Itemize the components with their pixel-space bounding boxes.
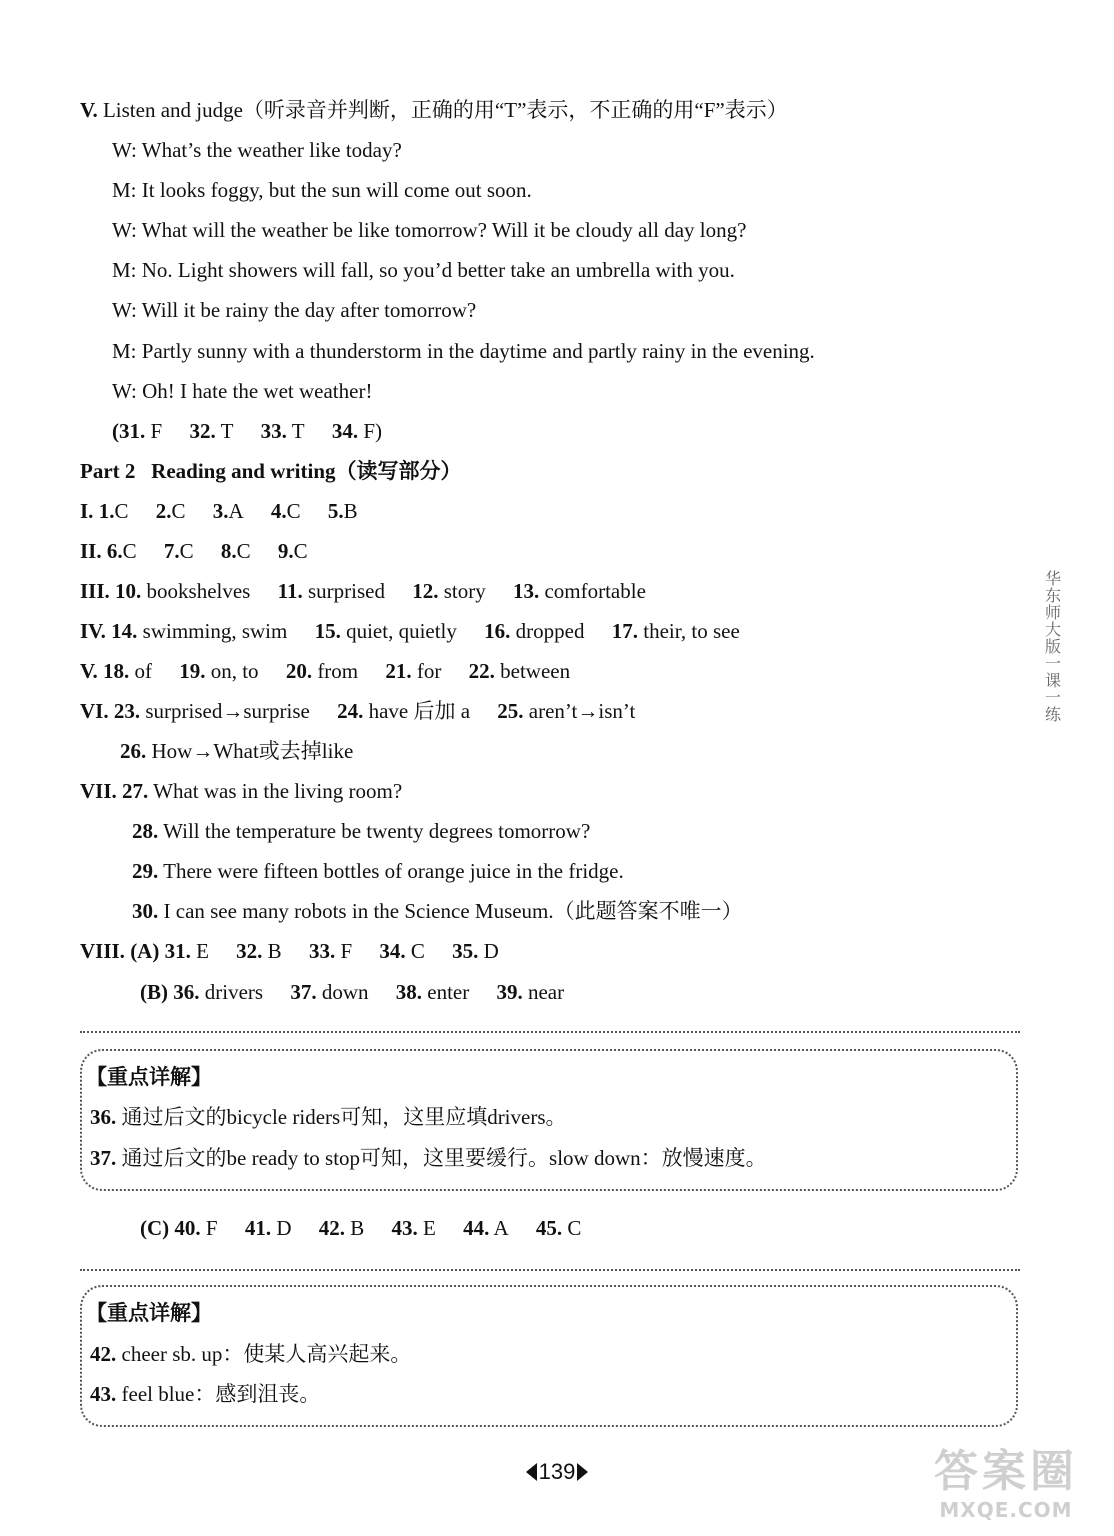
answer: C: [293, 539, 308, 563]
side-char: 一: [1044, 654, 1061, 673]
answer-num: 18.: [102, 659, 130, 683]
answer: for: [416, 659, 442, 683]
answer: surprised: [307, 579, 385, 603]
dialogue-line: [112, 337, 815, 365]
answer: B: [343, 499, 358, 523]
side-char: 东: [1044, 586, 1061, 605]
answer-num: 1.: [98, 499, 115, 523]
watermark-text: 答案圈: [934, 1446, 1078, 1497]
answer-num: 44.: [463, 1216, 490, 1240]
answer: B: [267, 939, 282, 963]
answer-num: 10.: [115, 579, 142, 603]
section-i-row: [80, 497, 358, 525]
answer: enter: [427, 980, 470, 1004]
dialogue-line: [112, 256, 735, 284]
section-roman: VII.: [80, 779, 117, 803]
answer: I can see many robots in the Science Museum.（此题答案不唯一）: [163, 899, 743, 923]
answer: T: [220, 419, 234, 443]
utterance: Will it be rainy the day after tomorrow?: [141, 298, 477, 322]
subpart-label: (B): [140, 980, 168, 1004]
answer-num: 26.: [120, 739, 147, 763]
explanation-text: cheer sb. up：使某人高兴起来。: [121, 1342, 412, 1366]
dialogue-line: [112, 216, 746, 244]
side-char: 大: [1044, 620, 1061, 639]
answer: Will the temperature be twenty degrees tomorrow?: [163, 819, 591, 843]
dialogue-line: [112, 377, 372, 405]
answer-num: 3.: [212, 499, 229, 523]
section-roman: I.: [80, 499, 94, 523]
dialogue-line: [112, 136, 402, 164]
subpart-label: (A): [130, 939, 160, 963]
answer-num: 6.: [106, 539, 123, 563]
part2-label: Part 2: [80, 459, 136, 483]
explanation-title: 【重点详解】: [86, 1065, 212, 1089]
answer-num: (31.: [112, 419, 146, 443]
section-ii-row: [80, 537, 308, 565]
section-roman: VIII.: [80, 939, 125, 963]
answer-num: 34.: [331, 419, 359, 443]
answer: from: [317, 659, 359, 683]
answer: story: [443, 579, 486, 603]
answer-num: 5.: [327, 499, 344, 523]
side-label: [1044, 570, 1062, 723]
utterance: Partly sunny with a thunderstorm in the daytime and partly rainy in the evening.: [141, 339, 815, 363]
section-vi-row: [80, 697, 635, 725]
answer: aren’t→isn’t: [528, 699, 636, 723]
answer: E: [196, 939, 209, 963]
section-roman: VI.: [80, 699, 109, 723]
answer-num: 32.: [189, 419, 216, 443]
answer: surprised→surprise: [145, 699, 310, 723]
side-char: 一: [1044, 688, 1061, 707]
section-viii-b-row: [140, 978, 564, 1006]
answer-num: 37.: [290, 980, 317, 1004]
answer: E: [423, 1216, 436, 1240]
explanation-line: [90, 1144, 767, 1172]
answer-num: 31.: [164, 939, 191, 963]
explanation-line: [90, 1380, 320, 1408]
explanation-num: 43.: [90, 1382, 117, 1406]
section-viii-c-row: [140, 1214, 581, 1242]
section-v-title: Listen and judge（听录音并判断，正确的用“T”表示，不正确的用“F”表示）: [102, 98, 788, 122]
answer-num: 16.: [484, 619, 511, 643]
answer: C: [122, 539, 137, 563]
speaker: W:: [112, 218, 137, 242]
answer: quiet, quietly: [346, 619, 457, 643]
answer-num: 24.: [337, 699, 364, 723]
answer-num: 45.: [535, 1216, 563, 1240]
section-roman: IV.: [80, 619, 106, 643]
part2-title: Reading and writing（读写部分）: [151, 459, 462, 483]
explanation-text: 通过后文的be ready to stop可知，这里要缓行。slow down：放慢速度。: [121, 1146, 767, 1170]
utterance: What’s the weather like today?: [141, 138, 402, 162]
utterance: It looks foggy, but the sun will come out soon.: [141, 178, 532, 202]
section-v2-row: [80, 657, 570, 685]
explanation-title: 【重点详解】: [86, 1301, 212, 1325]
answer-num: 11.: [277, 579, 303, 603]
answer-num: 33.: [308, 939, 336, 963]
answer-num: 12.: [412, 579, 439, 603]
answer: C: [286, 499, 301, 523]
explanation-line: [90, 1340, 411, 1368]
answer-num: 40.: [174, 1216, 201, 1240]
utterance: No. Light showers will fall, so you’d better take an umbrella with you.: [141, 258, 735, 282]
answer-num: 4.: [270, 499, 287, 523]
answer-num: 23.: [113, 699, 141, 723]
divider: [80, 1031, 1020, 1033]
answer: C: [171, 499, 186, 523]
answer: A: [493, 1216, 509, 1240]
section-roman: V.: [80, 659, 98, 683]
answer-num: 27.: [122, 779, 149, 803]
answer-num: 43.: [391, 1216, 418, 1240]
side-char: 华: [1044, 569, 1061, 588]
section-roman: II.: [80, 539, 102, 563]
answer-num: 8.: [220, 539, 237, 563]
answer: F: [205, 1216, 218, 1240]
answer: F): [363, 419, 383, 443]
side-char: 版: [1044, 637, 1061, 656]
answer-num: 38.: [395, 980, 422, 1004]
answer: down: [321, 980, 369, 1004]
right-triangle-icon: [577, 1463, 588, 1481]
answer-num: 33.: [260, 419, 287, 443]
divider: [80, 1269, 1020, 1271]
explanation-text: 通过后文的bicycle riders可知，这里应填drivers。: [121, 1105, 567, 1129]
left-triangle-icon: [526, 1463, 537, 1481]
side-char: 课: [1044, 671, 1061, 690]
section-v-num: V.: [80, 98, 98, 122]
answer: their, to see: [643, 619, 740, 643]
answer: swimming, swim: [142, 619, 288, 643]
answer: B: [350, 1216, 365, 1240]
explanation-num: 42.: [90, 1342, 117, 1366]
answer-num: 21.: [385, 659, 412, 683]
answer: dropped: [515, 619, 585, 643]
part2-heading: [80, 457, 462, 485]
answer-num: 29.: [132, 859, 159, 883]
answer-num: 19.: [179, 659, 206, 683]
utterance: What will the weather be like tomorrow? Will it be cloudy all day long?: [141, 218, 747, 242]
answer: C: [410, 939, 425, 963]
speaker: W:: [112, 138, 137, 162]
section-vii-row: [132, 857, 624, 885]
side-char: 练: [1044, 705, 1061, 724]
answer: comfortable: [544, 579, 646, 603]
speaker: W:: [112, 298, 137, 322]
explanation-line: [90, 1103, 567, 1131]
answer: have 后加 a: [368, 699, 471, 723]
section-vii-row: [132, 897, 743, 925]
speaker: W:: [112, 379, 137, 403]
answer: There were fifteen bottles of orange juice in the fridge.: [163, 859, 624, 883]
answer: F: [340, 939, 353, 963]
answer: near: [527, 980, 565, 1004]
answer-num: 13.: [512, 579, 540, 603]
answer-num: 39.: [496, 980, 523, 1004]
utterance: Oh! I hate the wet weather!: [142, 379, 373, 403]
explanation-num: 36.: [90, 1105, 117, 1129]
answer-num: 9.: [277, 539, 294, 563]
answer-num: 36.: [173, 980, 200, 1004]
answer: How→What或去掉like: [151, 739, 354, 763]
explanation-num: 37.: [90, 1146, 117, 1170]
answer: D: [483, 939, 499, 963]
answer: on, to: [210, 659, 259, 683]
section-v-heading: [80, 96, 788, 124]
answer: drivers: [204, 980, 264, 1004]
answer-num: 35.: [452, 939, 479, 963]
answer-num: 28.: [132, 819, 159, 843]
answer-num: 2.: [155, 499, 172, 523]
answer-num: 17.: [611, 619, 638, 643]
watermark-url: MXQE.COM: [939, 1498, 1073, 1522]
answer: of: [134, 659, 152, 683]
answer: C: [236, 539, 251, 563]
answer-num: 22.: [468, 659, 495, 683]
page-number: 139: [538, 1459, 576, 1484]
watermark: [906, 1446, 1106, 1530]
section-v-answers: [112, 417, 382, 445]
answer: T: [291, 419, 305, 443]
side-char: 师: [1044, 603, 1061, 622]
speaker: M:: [112, 339, 137, 363]
answer-num: 30.: [132, 899, 159, 923]
dialogue-line: [112, 296, 476, 324]
section-iv-row: [80, 617, 740, 645]
section-roman: III.: [80, 579, 110, 603]
answer-num: 7.: [163, 539, 180, 563]
explanation-text: feel blue：感到沮丧。: [121, 1382, 321, 1406]
answer-num: 32.: [236, 939, 263, 963]
section-vii-row: [80, 777, 402, 805]
speaker: M:: [112, 178, 137, 202]
section-viii-a-row: [80, 937, 499, 965]
answer: F: [150, 419, 163, 443]
section-vi-row2: [120, 737, 353, 765]
answer: D: [276, 1216, 292, 1240]
dialogue-line: [112, 176, 532, 204]
answer-num: 42.: [318, 1216, 346, 1240]
speaker: M:: [112, 258, 137, 282]
answer: between: [500, 659, 571, 683]
answer: C: [567, 1216, 582, 1240]
section-iii-row: [80, 577, 646, 605]
answer: What was in the living room?: [153, 779, 403, 803]
section-vii-row: [132, 817, 590, 845]
answer: A: [228, 499, 244, 523]
answer-num: 34.: [379, 939, 406, 963]
answer-num: 25.: [497, 699, 524, 723]
answer: C: [114, 499, 129, 523]
subpart-label: (C): [140, 1216, 170, 1240]
answer-num: 20.: [285, 659, 313, 683]
answer: bookshelves: [146, 579, 251, 603]
answer-num: 41.: [244, 1216, 272, 1240]
answer: C: [179, 539, 194, 563]
answer-num: 15.: [314, 619, 341, 643]
answer-num: 14.: [111, 619, 138, 643]
